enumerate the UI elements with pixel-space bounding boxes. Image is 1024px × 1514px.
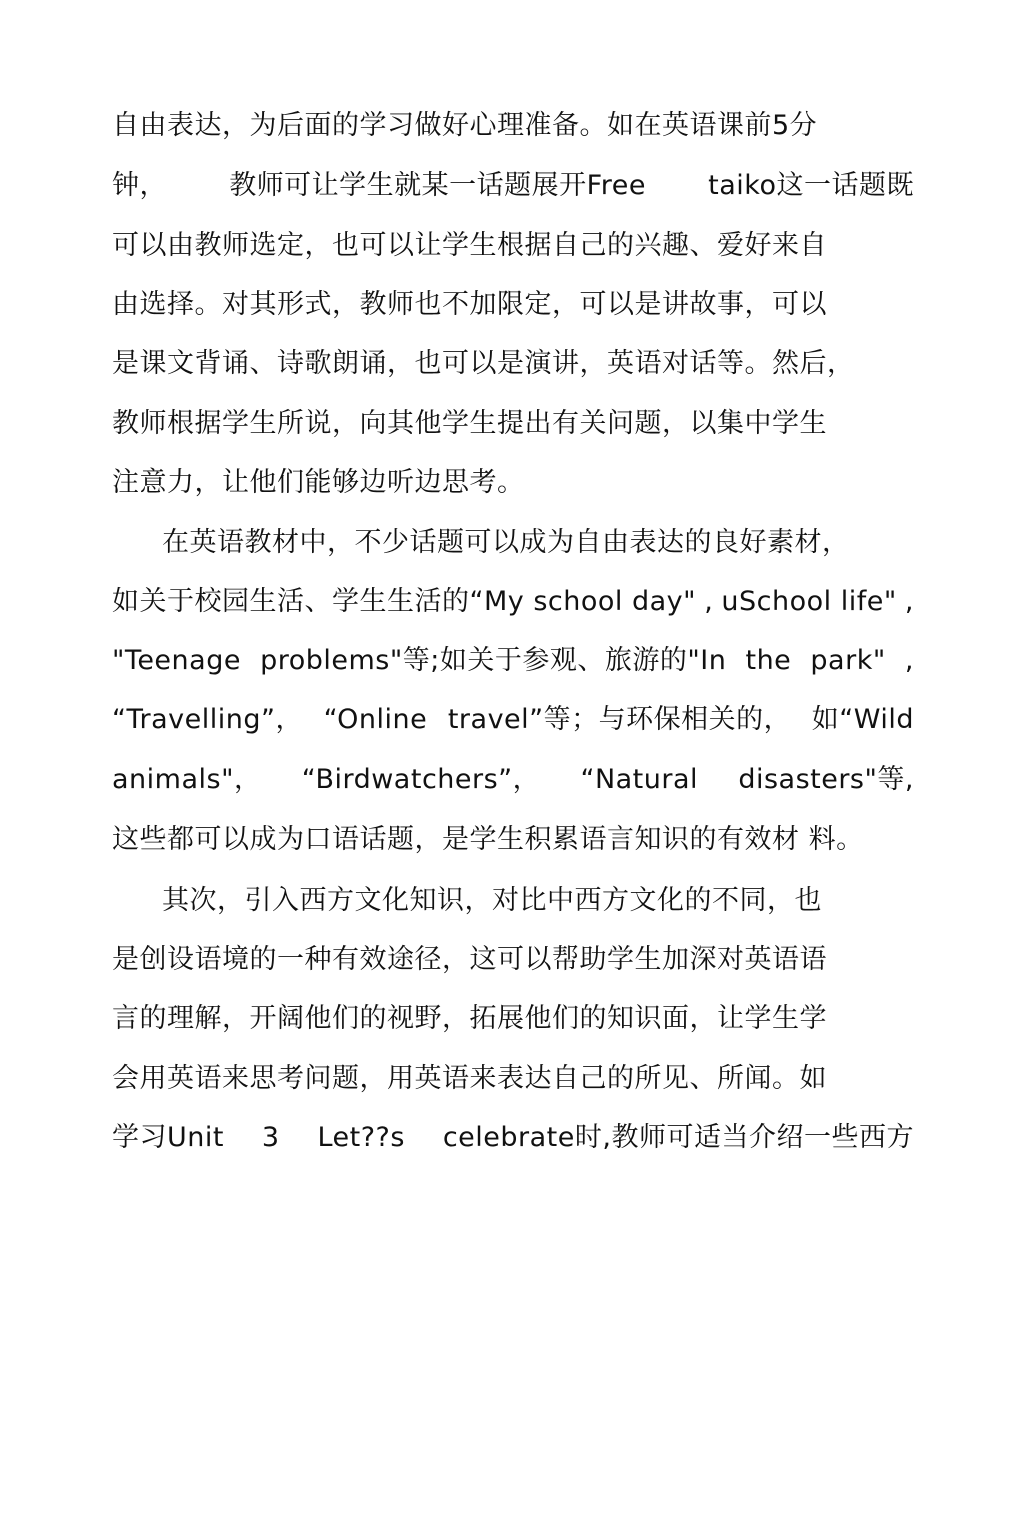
text-line [112, 643, 914, 679]
text-segment: uSchool life" [721, 586, 897, 617]
text-segment: , [904, 586, 914, 617]
text-segment: 学习Unit [112, 1122, 224, 1153]
text-line [112, 1120, 914, 1156]
text-line: 由选择。对其形式，教师也不加限定，可以是讲故事，可以 [112, 289, 827, 320]
text-segment: problems"等;如关于参观、旅游的"In [260, 645, 727, 676]
text-segment: celebrate时,教师可适当介绍一些西方 [442, 1122, 914, 1153]
text-line [112, 168, 914, 204]
text-segment: 3 [261, 1122, 280, 1153]
text-line [112, 762, 914, 798]
text-segment: disasters"等, [738, 764, 914, 795]
text-segment: animals"， [112, 764, 262, 795]
text-segment: 教师可让学生就某一话题展开Free [229, 170, 646, 201]
text-line: 其次，引入西方文化知识，对比中西方文化的不同，也 [162, 885, 822, 916]
text-line: 在英语教材中，不少话题可以成为自由表达的良好素材， [162, 527, 850, 558]
text-segment: “Birdwatchers”， [301, 764, 541, 795]
text-segment: 钟， [112, 170, 167, 201]
text-segment: , [704, 586, 714, 617]
text-line [112, 584, 914, 620]
text-segment: taiko这一话题既 [708, 170, 914, 201]
text-segment: 如“Wild [811, 704, 914, 735]
text-segment: "Teenage [112, 645, 241, 676]
text-line: 是课文背诵、诗歌朗诵，也可以是演讲，英语对话等。然后， [112, 348, 855, 379]
text-line: 是创设语境的一种有效途径，这可以帮助学生加深对英语语 [112, 944, 827, 975]
text-line: 这些都可以成为口语话题，是学生积累语言知识的有效材 料。 [112, 824, 864, 855]
text-segment: , [904, 645, 914, 676]
text-line: 可以由教师选定，也可以让学生根据自己的兴趣、爱好来自 [112, 230, 827, 261]
text-line: 教师根据学生所说，向其他学生提出有关问题，以集中学生 [112, 408, 827, 439]
text-line: 会用英语来思考问题，用英语来表达自己的所见、所闻。如 [112, 1063, 827, 1094]
text-line: 自由表达，为后面的学习做好心理准备。如在英语课前5分 [112, 110, 818, 141]
text-segment: 如关于校园生活、学生生活的“My school day" [112, 586, 697, 617]
text-segment: park" [810, 645, 886, 676]
text-segment: “Online [323, 704, 428, 735]
text-segment: travel”等；与环保相关的， [447, 704, 792, 735]
text-segment: Let??s [317, 1122, 405, 1153]
text-segment: the [745, 645, 792, 676]
text-line [112, 702, 914, 738]
text-line: 言的理解，开阔他们的视野，拓展他们的知识面，让学生学 [112, 1003, 827, 1034]
text-segment: “Travelling”， [112, 704, 303, 735]
text-segment: “Natural [580, 764, 699, 795]
text-line: 注意力，让他们能够边听边思考。 [112, 467, 525, 498]
